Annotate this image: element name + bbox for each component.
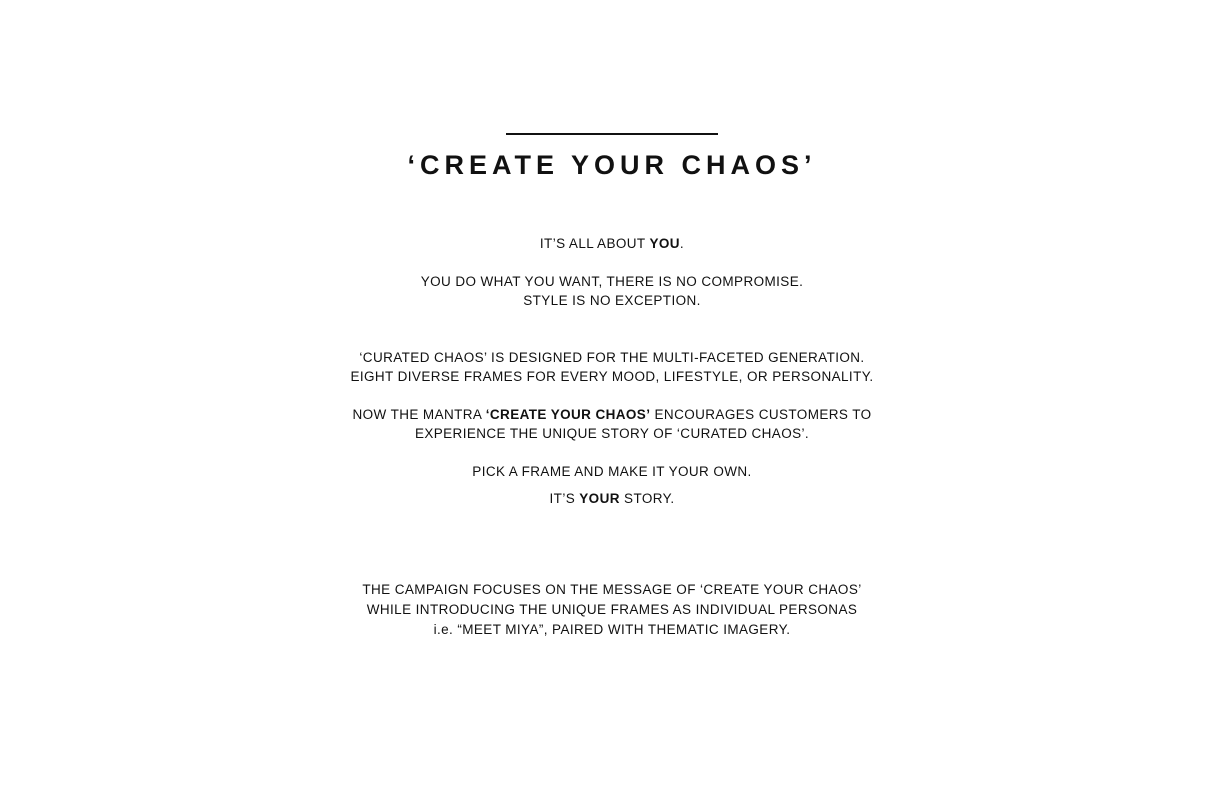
mantra-line-2: EXPERIENCE THE UNIQUE STORY OF ‘CURATED CHAOS’. bbox=[414, 426, 810, 441]
story-line bbox=[0, 489, 1224, 508]
curated-line-1: ‘CURATED CHAOS’ IS DESIGNED FOR THE MULTI-FACETED GENERATION. bbox=[359, 350, 865, 365]
campaign-line-1: THE CAMPAIGN FOCUSES ON THE MESSAGE OF ‘CREATE YOUR CHAOS’ bbox=[362, 582, 862, 597]
mantra-prefix: NOW THE MANTRA bbox=[352, 407, 486, 422]
intro-prefix: IT’S ALL ABOUT bbox=[539, 236, 650, 251]
mantra-line-1 bbox=[0, 405, 1224, 424]
title-divider bbox=[506, 133, 718, 135]
page-title: ‘CREATE YOUR CHAOS’ bbox=[407, 150, 817, 180]
campaign-line-2: WHILE INTRODUCING THE UNIQUE FRAMES AS INDIVIDUAL PERSONAS bbox=[366, 602, 858, 617]
pick-line: PICK A FRAME AND MAKE IT YOUR OWN. bbox=[472, 464, 752, 479]
intro-line bbox=[0, 234, 1224, 253]
story-prefix: IT’S bbox=[549, 491, 580, 506]
campaign-line-3: i.e. “MEET MIYA”, PAIRED WITH THEMATIC IMAGERY. bbox=[433, 622, 791, 637]
story-emphasis: YOUR bbox=[579, 491, 620, 506]
statement-line-2: STYLE IS NO EXCEPTION. bbox=[523, 293, 701, 308]
story-suffix: STORY. bbox=[619, 491, 675, 506]
intro-emphasis: YOU bbox=[649, 236, 680, 251]
mantra-emphasis: ‘CREATE YOUR CHAOS’ bbox=[485, 407, 651, 422]
mantra-suffix: ENCOURAGES CUSTOMERS TO bbox=[650, 407, 872, 422]
statement-line-1: YOU DO WHAT YOU WANT, THERE IS NO COMPROMISE. bbox=[420, 274, 804, 289]
curated-line-2: EIGHT DIVERSE FRAMES FOR EVERY MOOD, LIFESTYLE, OR PERSONALITY. bbox=[350, 369, 874, 384]
intro-suffix: . bbox=[679, 236, 685, 251]
